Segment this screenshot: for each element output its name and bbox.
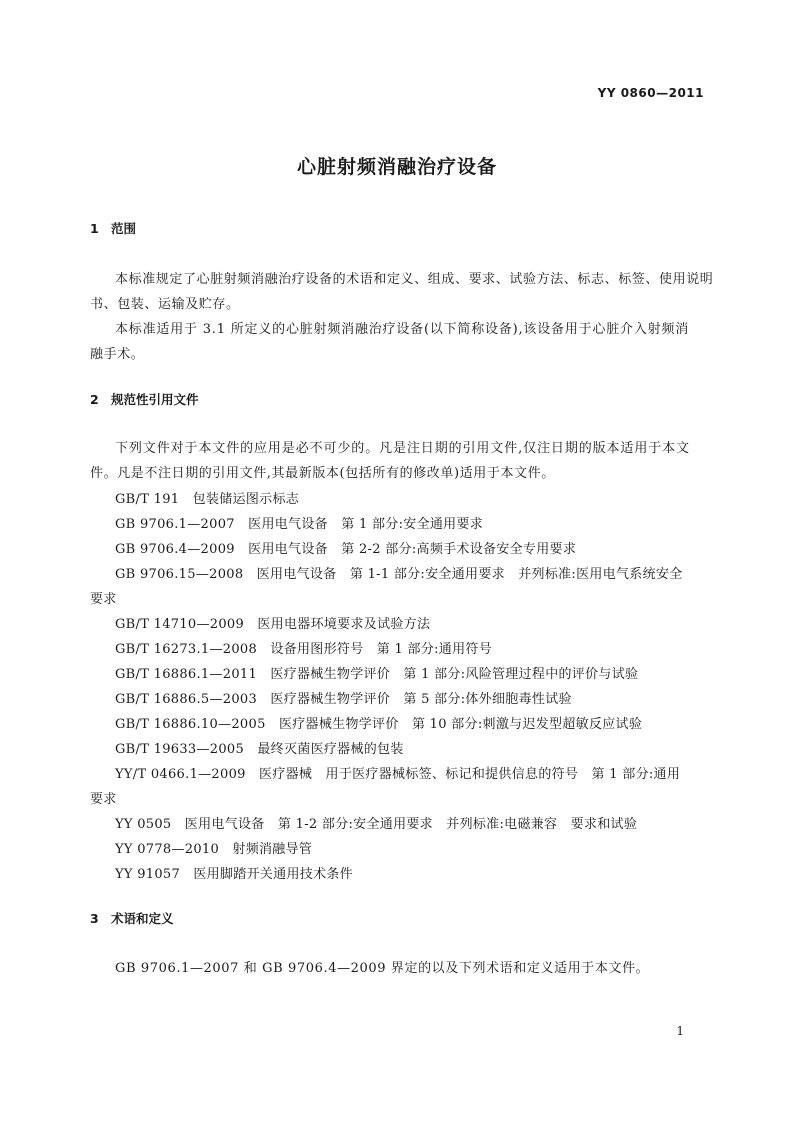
paragraph-line: GB 9706.1—2007 和 GB 9706.4—2009 界定的以及下列术语和定义适用于本文件。: [115, 961, 650, 976]
reference-item: [115, 538, 576, 557]
reference-item: [115, 513, 483, 532]
reference-code: YY 0778—2010: [115, 842, 220, 857]
paragraph-line: 本标准适用于 3.1 所定义的心脏射频消融治疗设备(以下简称设备),该设备用于心脏介入射频消: [115, 322, 690, 337]
reference-title: 医疗器械 用于医疗器械标签、标记和提供信息的符号 第 1 部分:通用: [259, 767, 681, 782]
reference-title: 设备用图形符号 第 1 部分:通用符号: [270, 642, 493, 657]
paragraph-line: 书、包装、运输及贮存。: [90, 297, 240, 312]
paragraph-line: 件。凡是不注日期的引用文件,其最新版本(包括所有的修改单)适用于本文件。: [90, 466, 555, 481]
section-number: 1: [90, 221, 99, 236]
reference-item: [115, 863, 353, 882]
reference-code: GB/T 16886.1—2011: [115, 667, 258, 682]
reference-item: [115, 813, 637, 832]
section-number: 2: [90, 392, 99, 407]
section-2-heading: [90, 390, 199, 408]
page-number: 1: [676, 1024, 684, 1038]
line-text: 本标准规定了心脏射频消融治疗设备的术语和定义、组成、要求、试验方法、标志、标签、使用说明: [115, 272, 714, 287]
reference-code: GB 9706.1—2007: [115, 517, 235, 532]
reference-item: [115, 663, 638, 682]
reference-title: 医疗器械生物学评价 第 1 部分:风险管理过程中的评价与试验: [270, 667, 639, 682]
reference-title: 最终灭菌医疗器械的包装: [257, 742, 404, 757]
reference-title: 医用电气设备 第 2-2 部分:高频手术设备安全专用要求: [248, 542, 577, 557]
reference-continuation: 要求: [90, 792, 117, 807]
section-title: 规范性引用文件: [111, 392, 199, 407]
reference-title: 医疗器械生物学评价 第 10 部分:刺激与迟发型超敏反应试验: [278, 717, 643, 732]
reference-continuation: 要求: [90, 592, 117, 607]
section-number: 3: [90, 911, 99, 926]
standard-code-header: YY 0860—2011: [597, 86, 704, 100]
reference-item: [115, 713, 642, 732]
reference-code: YY 91057: [115, 867, 181, 882]
reference-title: 医用电气设备 第 1 部分:安全通用要求: [248, 517, 484, 532]
reference-item: [115, 563, 683, 582]
reference-title: 医疗器械生物学评价 第 5 部分:体外细胞毒性试验: [270, 692, 572, 707]
reference-title: 包装储运图示标志: [192, 492, 300, 507]
reference-item: [115, 688, 572, 707]
section-1-heading: [90, 219, 136, 237]
section-3-heading: [90, 909, 174, 927]
reference-code: YY 0505: [115, 817, 172, 832]
document-title: 心脏射频消融治疗设备: [296, 156, 497, 178]
reference-code: GB 9706.4—2009: [115, 542, 235, 557]
reference-item: [115, 638, 492, 657]
reference-code: YY/T 0466.1—2009: [115, 767, 246, 782]
paragraph-line: 下列文件对于本文件的应用是必不可少的。凡是注日期的引用文件,仅注日期的版本适用于本文: [115, 441, 690, 456]
reference-item: [115, 763, 680, 782]
reference-code: GB/T 16273.1—2008: [115, 642, 258, 657]
reference-code: GB/T 16886.5—2003: [115, 692, 258, 707]
reference-code: GB 9706.15—2008: [115, 567, 244, 582]
paragraph-line: 融手术。: [90, 347, 145, 362]
paragraph-line: [115, 268, 714, 287]
reference-item: [115, 738, 404, 757]
reference-title: 医用电气设备 第 1-1 部分:安全通用要求 并列标准:医用电气系统安全: [256, 567, 683, 582]
reference-title: 医用电器环境要求及试验方法: [257, 617, 431, 632]
reference-code: GB/T 16886.10—2005: [115, 717, 266, 732]
reference-item: [115, 488, 299, 507]
section-title: 范围: [111, 221, 137, 236]
reference-code: GB/T 191: [115, 492, 180, 507]
reference-code: GB/T 14710—2009: [115, 617, 245, 632]
reference-title: 医用电气设备 第 1-2 部分:安全通用要求 并列标准:电磁兼容 要求和试验: [184, 817, 638, 832]
reference-item: [115, 838, 312, 857]
reference-title: 射频消融导管: [232, 842, 313, 857]
reference-item: [115, 613, 430, 632]
reference-title: 医用脚踏开关通用技术条件: [193, 867, 353, 882]
reference-code: GB/T 19633—2005: [115, 742, 245, 757]
section-title: 术语和定义: [111, 911, 174, 926]
